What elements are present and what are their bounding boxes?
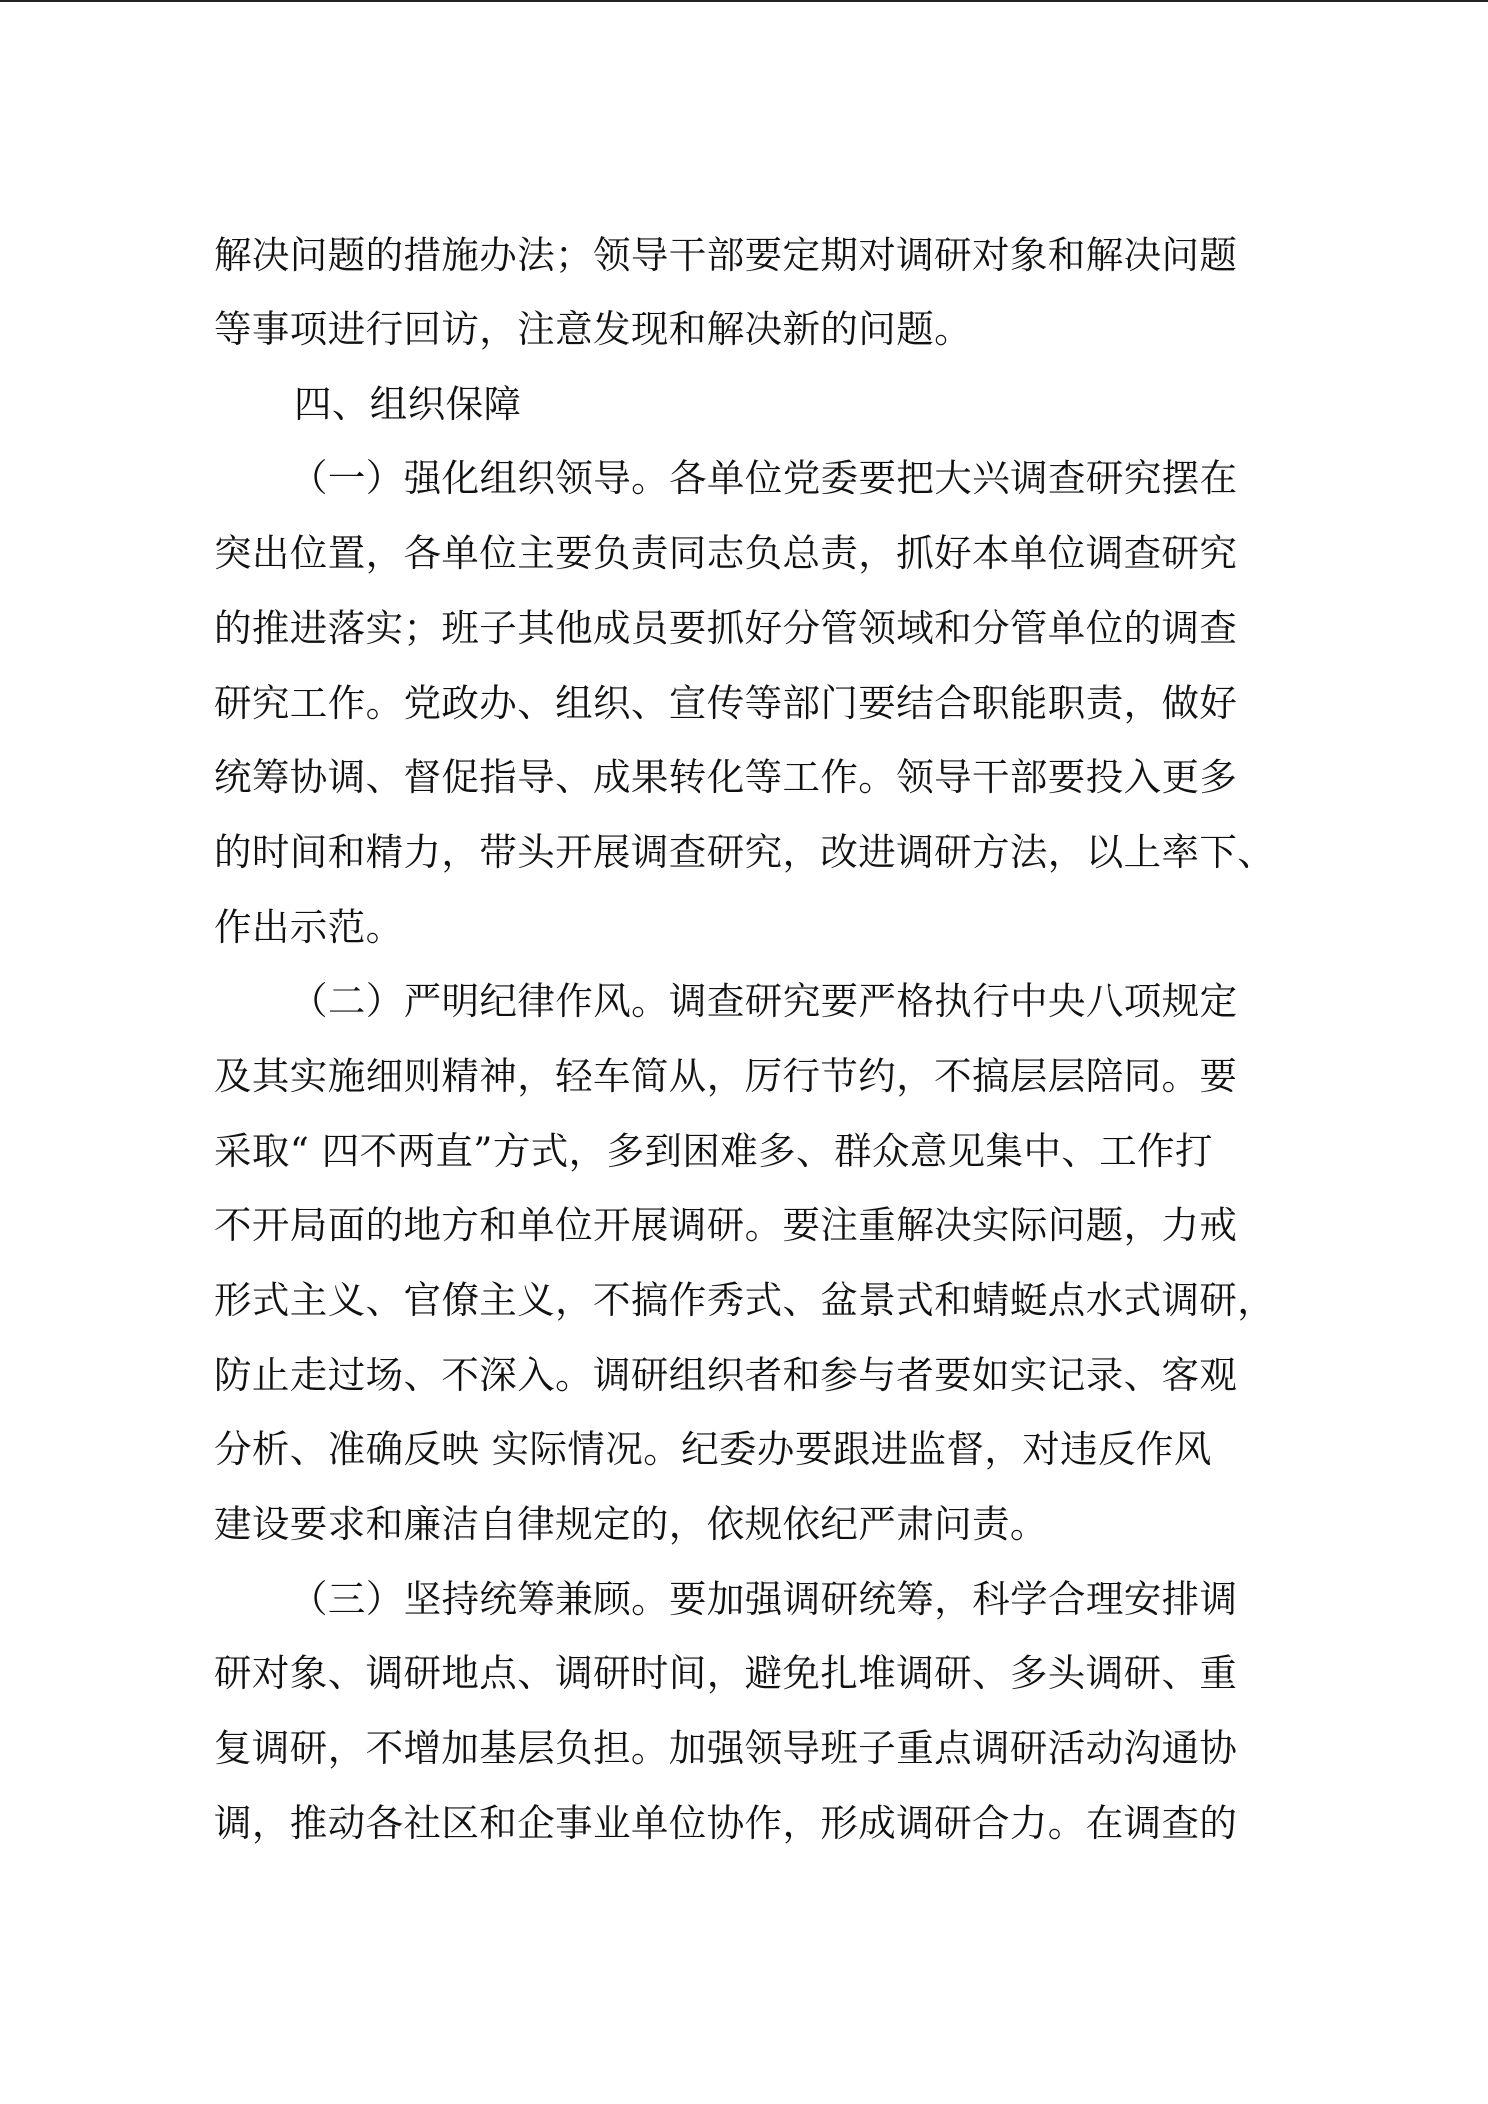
body-text-line: 作出示范。 <box>214 905 404 949</box>
body-text-line: 采取“ 四不两直”方式，多到困难多、群众意见集中、工作打 <box>214 1129 1213 1173</box>
body-text-line: 研对象、调研地点、调研时间，避免扎堆调研、多头调研、重 <box>214 1651 1238 1695</box>
top-border-line <box>0 0 1488 2</box>
body-text-line: 复调研，不增加基层负担。加强领导班子重点调研活动沟通协 <box>214 1726 1238 1770</box>
body-text-line: 统筹协调、督促指导、成果转化等工作。领导干部要投入更多 <box>214 755 1238 799</box>
body-text-line: 调，推动各社区和企事业单位协作，形成调研合力。在调查的 <box>214 1801 1238 1845</box>
body-text-line: 不开局面的地方和单位开展调研。要注重解决实际问题，力戒 <box>214 1203 1238 1247</box>
body-text-line: 突出位置，各单位主要负责同志负总责，抓好本单位调查研究 <box>214 531 1238 575</box>
body-text-line: 研究工作。党政办、组织、宣传等部门要结合职能职责，做好 <box>214 681 1238 725</box>
subsection-heading-line: （二）严明纪律作风。调查研究要严格执行中央八项规定 <box>290 979 1238 1023</box>
body-text-line: 解决问题的措施办法；领导干部要定期对调研对象和解决问题 <box>214 233 1238 277</box>
body-text-line: 形式主义、官僚主义，不搞作秀式、盆景式和蜻蜓点水式调研， <box>214 1278 1276 1322</box>
body-text-line: 分析、准确反映 实际情况。纪委办要跟进监督，对违反作风 <box>214 1427 1212 1471</box>
body-text-line: 防止走过场、不深入。调研组织者和参与者要如实记录、客观 <box>214 1353 1238 1397</box>
body-text-line: 建设要求和廉洁自律规定的，依规依纪严肃问责。 <box>214 1502 1048 1546</box>
section-heading: 四、组织保障 <box>294 382 522 426</box>
subsection-heading-line: （一）强化组织领导。各单位党委要把大兴调查研究摆在 <box>290 456 1238 500</box>
body-text-line: 及其实施细则精神，轻车简从，厉行节约，不搞层层陪同。要 <box>214 1054 1238 1098</box>
body-text-line: 等事项进行回访，注意发现和解决新的问题。 <box>214 307 972 351</box>
body-text-line: 的推进落实；班子其他成员要抓好分管领域和分管单位的调查 <box>214 606 1238 650</box>
subsection-heading-line: （三）坚持统筹兼顾。要加强调研统筹，科学合理安排调 <box>290 1577 1238 1621</box>
body-text-line: 的时间和精力，带头开展调查研究，改进调研方法，以上率下、 <box>214 830 1276 874</box>
